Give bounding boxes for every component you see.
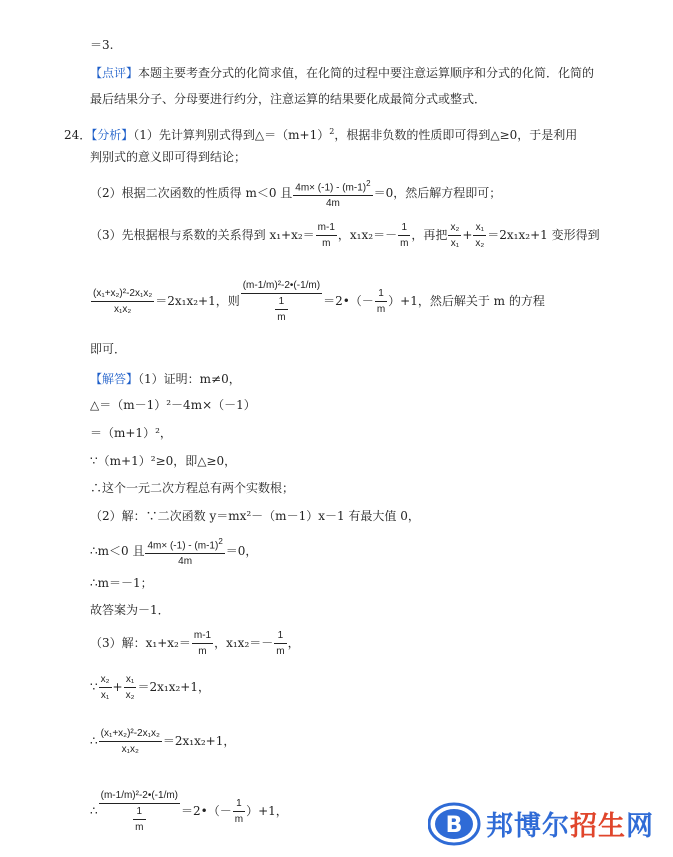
analysis-line-4: （3）先根据根与系数的关系得到 x₁+x₂＝ $\frac{m-1}{m}$ ，x₁x₂＝－ $\frac{1}{m}$ ，再把 $\frac{\text{x₂}}{\text{x₁}}$ + $\frac{\text{x₁}}{\text{x₂}}$ ＝2x₁x₂+1 变形得到 (90, 222, 600, 249)
svg-text:B: B (445, 813, 463, 838)
fraction-sum-answer: $\frac{m-1}{m}$ (193, 630, 212, 657)
question-24-analysis-line-1: 24．【分析】（1）先计算判别式得到$\triangle=(m+1)^2$，根据非负数的性质即可得到△≥0，于是利用 (64, 127, 578, 142)
answer-line-11: ∵ $\frac{\text{x₂}}{\text{x₁}}$ + $\frac{\text{x₁}}{\text{x₂}}$ ＝2x₁x₂+1， (90, 674, 210, 701)
answer-line-13: ∴ $\frac{\text{(m-1/m)²-2•(-1/m)}}{\frac{1}{m}}$ ＝2•（－ $\frac{1}{m}$ ）+1， (90, 790, 288, 833)
answer-tag: 【解答】 (90, 372, 139, 386)
fraction-one-over-m: $\frac{1}{m}$ (376, 288, 386, 315)
answer-line-5: ∴这个一元二次方程总有两个实数根； (90, 481, 295, 495)
answer-line-9: 故答案为－1． (90, 603, 170, 617)
analysis-line-5: $\frac{\text{(x₁+x₂)²-2x₁x₂}}{\text{x₁x₂}}$ ＝2x₁x₂+1，则 $\frac{\text{(m-1/m)²-2•(-1/m)}}{\frac{1}{m}}$ ＝2•（－ $\frac{1}{m}$ ）+1，然后解关于 m 的方程 (93, 280, 545, 323)
fraction-rewritten-answer: $\frac{\text{(x₁+x₂)²-2x₁x₂}}{\text{x₁x₂}}$ (100, 728, 160, 755)
fraction-x2-over-x1-answer: $\frac{\text{x₂}}{\text{x₁}}$ (100, 674, 110, 701)
fraction-product-roots: $\frac{1}{m}$ (400, 222, 409, 249)
answer-line-4: ∵（m+1）²≥0，即△≥0， (90, 454, 237, 468)
fraction-substituted: $\frac{\text{(m-1/m)²-2•(-1/m)}}{\frac{1}{m}}$ (242, 280, 321, 323)
fraction-product-answer: $\frac{1}{m}$ (276, 630, 285, 657)
answer-line-10: （3）解：x₁+x₂＝ $\frac{m-1}{m}$ ，x₁x₂＝－ $\frac{1}{m}$ ， (90, 630, 300, 657)
site-logo (428, 796, 668, 852)
fraction-sum-roots: $\frac{m-1}{m}$ (317, 222, 335, 249)
fraction-x1-over-x2-answer: $\frac{\text{x₁}}{\text{x₂}}$ (125, 674, 135, 701)
review-line-2: 最后结果分子、分母要进行约分，注意运算的结果要化成最简分式或整式． (90, 92, 487, 106)
fraction-max-condition-answer: $\frac{4m\times (-1) - (m-1)^2}{4m}$ (145, 534, 224, 569)
question-number: 24． (64, 128, 92, 142)
answer-line-8: ∴m＝－1； (90, 576, 153, 590)
logo-text: 邦博尔招生网 (486, 811, 654, 842)
answer-line-7: ∴m＜0 且 $\frac{4m\times (-1) - (m-1)^2}{4m}$ ＝0， (90, 534, 257, 569)
answer-line-3: ＝（m+1）²， (90, 426, 172, 440)
review-tag: 【点评】 (90, 66, 139, 80)
fraction-max-condition: $\frac{4m\times (-1) - (m-1)^2}{4m}$ (293, 176, 372, 211)
review-line-1: 【点评】本题主要考查分式的化简求值，在化简的过程中要注意运算顺序和分式的化简．化简的 (90, 66, 595, 80)
fraction-rewritten-sum: $\frac{\text{(x₁+x₂)²-2x₁x₂}}{\text{x₁x₂}}$ (93, 288, 153, 315)
analysis-line-2: 判别式的意义即可得到结论； (90, 150, 247, 164)
fraction-substituted-answer: $\frac{\text{(m-1/m)²-2•(-1/m)}}{\frac{1}{m}}$ (100, 790, 179, 833)
fraction-x2-over-x1: $\frac{\text{x₂}}{\text{x₁}}$ (450, 222, 460, 249)
answer-line-1: 【解答】（1）证明：m≠0， (90, 372, 241, 386)
fraction-one-over-m-answer: $\frac{1}{m}$ (234, 798, 244, 825)
result-line: ＝3. (90, 38, 114, 52)
analysis-line-6: 即可． (90, 342, 127, 356)
fraction-x1-over-x2: $\frac{\text{x₁}}{\text{x₂}}$ (475, 222, 485, 249)
analysis-tag: 【分析】 (91, 128, 134, 142)
analysis-line-3: （2）根据二次函数的性质得 m＜0 且 $\frac{4m\times (-1) - (m-1)^2}{4m}$ ＝0，然后解方程即可； (90, 176, 501, 211)
answer-line-12: ∴ $\frac{\text{(x₁+x₂)²-2x₁x₂}}{\text{x₁x₂}}$ ＝2x₁x₂+1， (90, 728, 236, 755)
answer-line-6: （2）解：∵二次函数 y＝mx²－（m－1）x－1 有最大值 0， (90, 509, 420, 523)
logo-b-icon (428, 800, 482, 846)
answer-line-2: △＝（m－1）²－4m×（－1） (90, 398, 256, 412)
